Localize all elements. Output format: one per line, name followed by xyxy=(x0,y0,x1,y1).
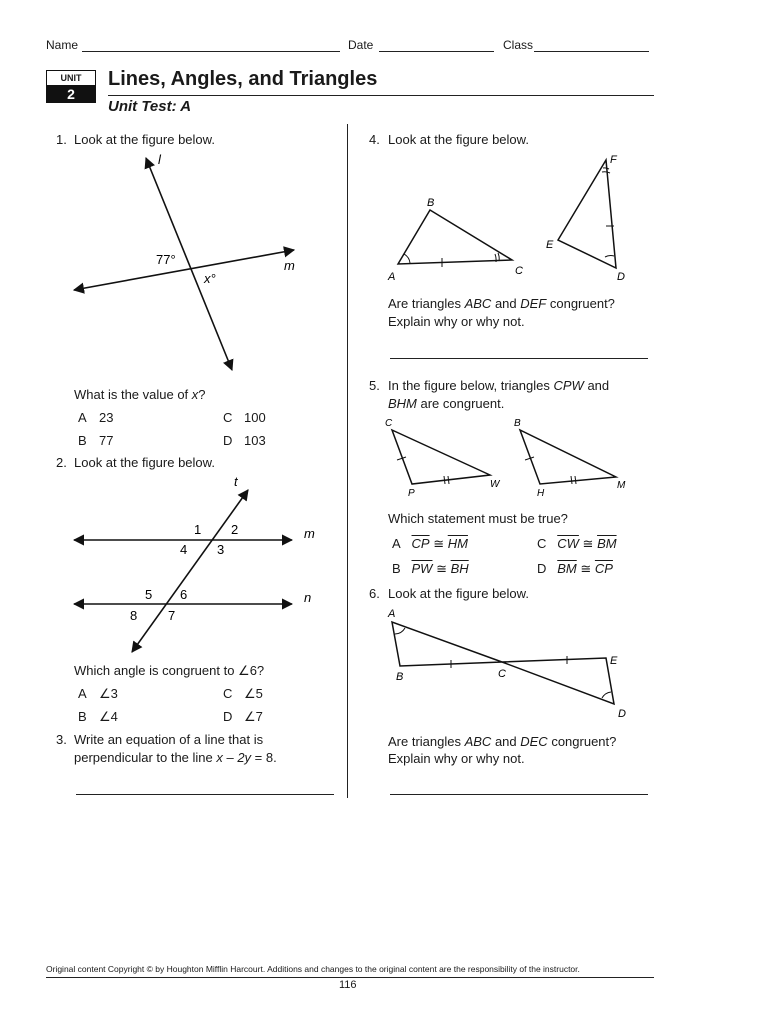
q4-prompt: Look at the figure below. xyxy=(388,132,529,147)
q4-answer-line[interactable] xyxy=(390,358,648,359)
q5-choice-d: D $\overline{BM}$ ≅ $\overline{CP}$ xyxy=(537,561,613,576)
angle-mark-a xyxy=(395,628,405,634)
q1-choice-c-letter: C xyxy=(223,410,233,425)
triangle-abc xyxy=(392,622,502,666)
label-P: P xyxy=(408,488,415,499)
label-B: B xyxy=(514,418,521,429)
q6-figure xyxy=(380,604,660,724)
q2-choice-c-letter: C xyxy=(223,686,233,701)
tick-hm-1 xyxy=(571,476,572,484)
q5-line1: In the figure below, triangles CPW and xyxy=(388,378,610,393)
q1-prompt: Look at the figure below. xyxy=(74,132,215,147)
label-M: M xyxy=(617,480,626,491)
q1-choice-a: 23 xyxy=(99,410,114,425)
angle-mark-d xyxy=(602,692,611,698)
class-label: Class xyxy=(503,38,534,52)
angle-6: 6 xyxy=(180,587,188,602)
label-C: C xyxy=(498,668,506,680)
label-D: D xyxy=(617,271,625,283)
q3-answer-line[interactable] xyxy=(76,794,334,795)
q3-line1: Write an equation of a line that is xyxy=(74,732,264,747)
q2-number: 2. xyxy=(56,455,67,470)
q1-choice-a-letter: A xyxy=(78,410,87,425)
label-l: l xyxy=(158,152,161,167)
footer-rule xyxy=(46,977,654,978)
angle-mark-f xyxy=(602,168,610,173)
label-C: C xyxy=(385,418,393,429)
q5-choice-a: A $\overline{CP}$ ≅ $\overline{HM}$ xyxy=(392,536,468,551)
q5-choice-c: C $\overline{CW}$ ≅ $\overline{BM}$ xyxy=(537,536,617,551)
label-A: A xyxy=(388,608,396,620)
angle-7: 7 xyxy=(168,608,176,623)
q6-explain: Explain why or why not. xyxy=(388,751,525,766)
tick-hm-2 xyxy=(575,476,576,484)
q4-number: 4. xyxy=(369,132,380,147)
q1-number: 1. xyxy=(56,132,67,147)
q3-number: 3. xyxy=(56,732,67,747)
label-x: x° xyxy=(204,271,216,286)
page-title: Lines, Angles, and Triangles xyxy=(108,68,378,90)
angle-3: 3 xyxy=(217,542,225,557)
q1-choice-d-letter: D xyxy=(223,433,233,448)
label-W: W xyxy=(490,479,500,490)
title-rule xyxy=(108,95,654,96)
name-label: Name xyxy=(46,38,79,52)
q2-choice-a: ∠3 xyxy=(99,686,118,701)
angle-mark-a xyxy=(404,254,410,263)
column-divider xyxy=(347,124,348,798)
angle-8: 8 xyxy=(130,608,138,623)
q5-choice-b: B $\overline{PW}$ ≅ $\overline{BH}$ xyxy=(392,561,469,576)
triangle-cpw xyxy=(392,430,490,484)
angle-1: 1 xyxy=(194,522,202,537)
line-t xyxy=(132,490,248,652)
label-m: m xyxy=(284,258,295,273)
label-B: B xyxy=(427,197,435,209)
triangle-def xyxy=(558,160,616,268)
q2-choice-d-letter: D xyxy=(223,709,233,724)
q1-figure xyxy=(60,150,320,380)
angle-4: 4 xyxy=(180,542,188,557)
q1-choice-b: 77 xyxy=(99,433,114,448)
unit-badge xyxy=(46,70,96,102)
name-field[interactable] xyxy=(82,51,340,52)
q4-explain: Explain why or why not. xyxy=(388,314,525,329)
unit-number: 2 xyxy=(46,85,96,103)
tick-pw-1 xyxy=(444,476,445,484)
q6-prompt: Look at the figure below. xyxy=(388,586,529,601)
label-m: m xyxy=(304,526,315,541)
q1-question: What is the value of x? xyxy=(74,387,206,402)
label-E: E xyxy=(546,239,554,251)
angle-5: 5 xyxy=(145,587,153,602)
label-n: n xyxy=(304,590,312,605)
class-field[interactable] xyxy=(534,51,649,52)
triangle-bhm xyxy=(520,430,616,484)
q6-number: 6. xyxy=(369,586,380,601)
copyright-text: Original content Copyright © by Houghton Mifflin Harcourt. Additions and changes to the original content are the responsibility of the instructor. xyxy=(46,964,580,974)
q4-question: Are triangles ABC and DEF congruent? xyxy=(388,296,615,311)
q2-choice-a-letter: A xyxy=(78,686,87,701)
q5-number: 5. xyxy=(369,378,380,393)
date-field[interactable] xyxy=(379,51,494,52)
q2-figure xyxy=(60,470,330,660)
label-H: H xyxy=(537,488,545,499)
q4-figure xyxy=(380,150,660,290)
q3-line2: perpendicular to the line x – 2y = 8. xyxy=(74,750,277,765)
q1-choice-d: 103 xyxy=(244,433,266,448)
q2-choice-b-letter: B xyxy=(78,709,87,724)
line-m xyxy=(74,250,294,290)
q2-prompt: Look at the figure below. xyxy=(74,455,215,470)
page-number: 116 xyxy=(339,979,357,991)
q2-choice-d: ∠7 xyxy=(244,709,263,724)
triangle-dec xyxy=(502,658,614,704)
q5-figure xyxy=(380,414,660,504)
label-A: A xyxy=(388,271,396,283)
q2-choice-b: ∠4 xyxy=(99,709,118,724)
q5-line2: BHM are congruent. xyxy=(388,396,505,411)
q2-question: Which angle is congruent to ∠6? xyxy=(74,663,265,678)
label-t: t xyxy=(234,474,238,489)
q1-choice-b-letter: B xyxy=(78,433,87,448)
label-B: B xyxy=(396,671,404,683)
label-D: D xyxy=(618,708,626,720)
tick-pw-2 xyxy=(448,476,449,484)
label-E: E xyxy=(610,655,618,667)
q6-question: Are triangles ABC and DEC congruent? xyxy=(388,734,617,749)
label-C: C xyxy=(515,265,523,277)
q6-answer-line[interactable] xyxy=(390,794,648,795)
page-subtitle: Unit Test: A xyxy=(108,98,192,115)
date-label: Date xyxy=(348,38,374,52)
label-77: 77° xyxy=(156,252,176,267)
q2-choice-c: ∠5 xyxy=(244,686,263,701)
angle-mark-d xyxy=(605,256,614,257)
q5-question: Which statement must be true? xyxy=(388,511,568,526)
triangle-abc xyxy=(398,210,512,264)
unit-label: UNIT xyxy=(46,70,96,85)
q1-choice-c: 100 xyxy=(244,410,266,425)
angle-2: 2 xyxy=(231,522,239,537)
label-F: F xyxy=(610,154,617,166)
